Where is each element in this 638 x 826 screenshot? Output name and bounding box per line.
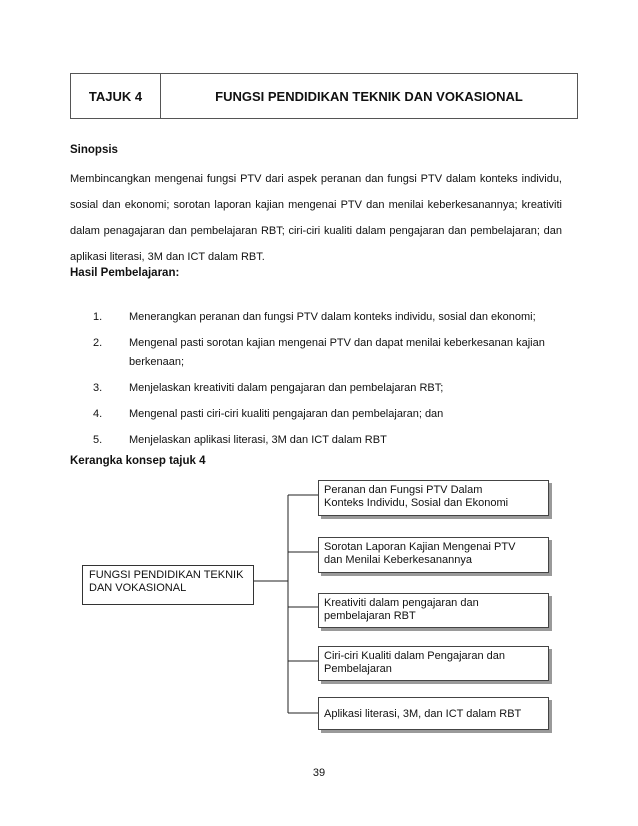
list-item: 1. Menerangkan peranan dan fungsi PTV dalam konteks individu, sosial dan ekonomi; <box>93 311 536 323</box>
concept-box-sorotan: Sorotan Laporan Kajian Mengenai PTV dan Menilai Keberkesanannya <box>318 537 549 573</box>
concept-box-aplikasi: Aplikasi literasi, 3M, dan ICT dalam RBT <box>318 697 549 730</box>
list-item: 2. Mengenal pasti sorotan kajian mengenai PTV dan dapat menilai keberkesanan kajian berkenaan; <box>93 337 545 368</box>
topic-title: FUNGSI PENDIDIKAN TEKNIK DAN VOKASIONAL <box>215 88 523 104</box>
main-concept-box: FUNGSI PENDIDIKAN TEKNIK DAN VOKASIONAL <box>82 565 254 605</box>
concept-framework-heading: Kerangka konsep tajuk 4 <box>70 455 206 467</box>
learning-outcomes-list <box>70 308 570 450</box>
sinopsis-text: Membincangkan mengenai fungsi PTV dari aspek peranan dan fungsi PTV dalam konteks individu, sosial dan ekonomi; sorotan laporan kajian mengenai PTV dan menilai keberkesanannya; kreativiti dalam penagajaran dan pembelajaran RBT; ciri-ciri kualiti dalam pengajaran dan pembelajaran; dan aplikasi literasi, 3M dan ICT dalam RBT. <box>70 173 562 263</box>
topic-header <box>70 73 578 119</box>
sinopsis-heading: Sinopsis <box>70 144 118 156</box>
learning-outcomes-heading: Hasil Pembelajaran: <box>70 267 180 279</box>
list-item: 3. Menjelaskan kreativiti dalam pengajaran dan pembelajaran RBT; <box>93 382 444 394</box>
concept-box-ciri-kualiti: Ciri-ciri Kualiti dalam Pengajaran dan Pembelajaran <box>318 646 549 681</box>
concept-box-kreativiti: Kreativiti dalam pengajaran dan pembelajaran RBT <box>318 593 549 628</box>
topic-number: TAJUK 4 <box>71 74 161 118</box>
list-item: 4. Mengenal pasti ciri-ciri kualiti pengajaran dan pembelajaran; dan <box>93 408 444 420</box>
concept-box-peranan: Peranan dan Fungsi PTV Dalam Konteks Individu, Sosial dan Ekonomi <box>318 480 549 516</box>
list-item: 5. Menjelaskan aplikasi literasi, 3M dan ICT dalam RBT <box>93 434 387 446</box>
page-number: 39 <box>312 767 326 779</box>
